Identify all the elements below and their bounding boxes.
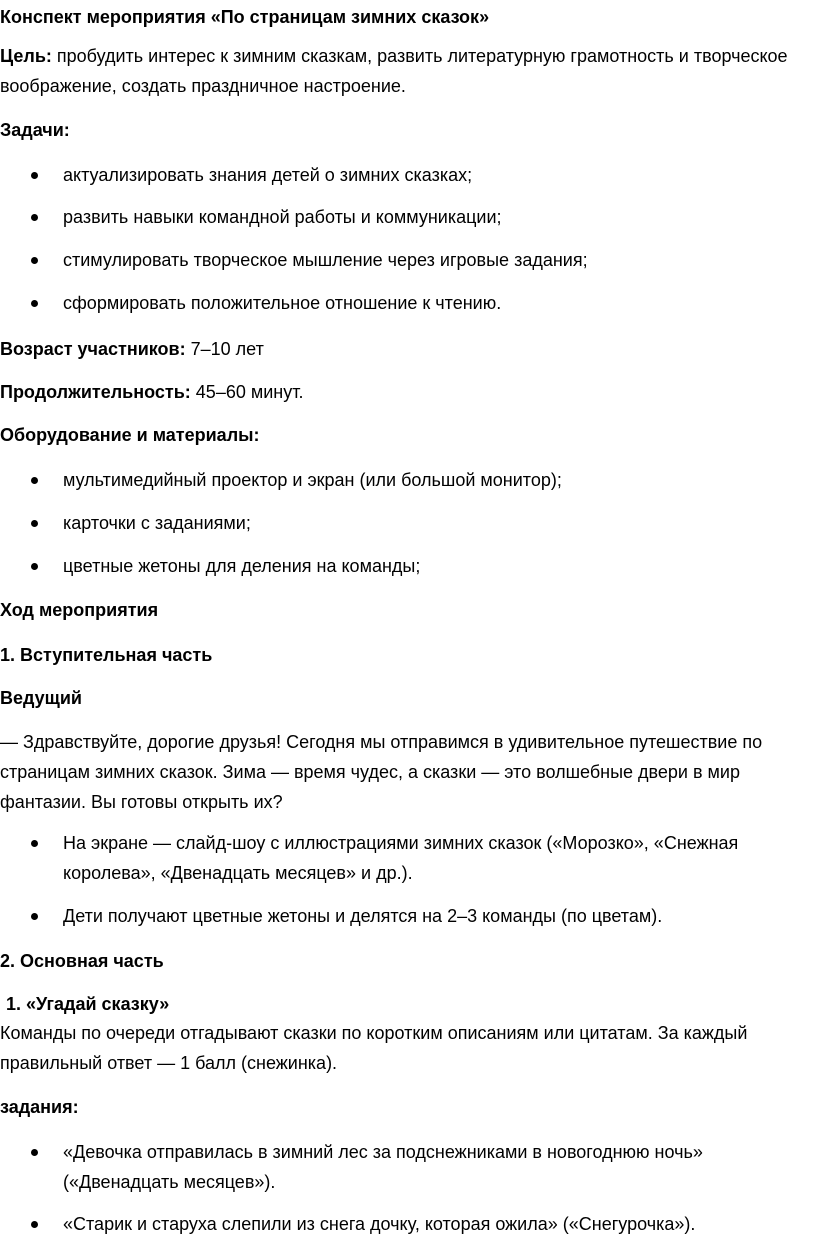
list-item: сформировать положительное отношение к чтению. — [63, 288, 810, 318]
document-title: Конспект мероприятия «По страницам зимних сказок» — [0, 7, 490, 27]
list-item: карточки с заданиями; — [63, 508, 810, 538]
bullet-icon — [31, 477, 38, 484]
list-item: актуализировать знания детей о зимних сказках; — [63, 160, 810, 190]
age-label: Возраст участников: — [0, 339, 186, 359]
list-item: мультимедийный проектор и экран (или большой монитор); — [63, 465, 810, 495]
bullet-icon — [31, 1221, 38, 1228]
goal-label: Цель: — [0, 46, 52, 66]
game1-heading: 1. «Угадай сказку» — [6, 994, 170, 1014]
host-speech: — Здравствуйте, дорогие друзья! Сегодня мы отправимся в удивительное путешествие по страницам зимних сказок. Зима — время чудес, а сказки — это волшебные двери в мир фантазии. Вы готовы открыть их? — [0, 732, 763, 812]
age-text: 7–10 лет — [190, 339, 264, 359]
equipment-label: Оборудование и материалы: — [0, 425, 260, 445]
duration-text: 45–60 минут. — [195, 382, 304, 402]
list-item: На экране — слайд-шоу с иллюстрациями зимних сказок («Морозко», «Снежная королева», «Двенадцать месяцев» и др.). — [63, 828, 810, 888]
duration-paragraph — [0, 377, 810, 407]
host-label: Ведущий — [0, 688, 82, 708]
bullet-icon — [31, 1149, 38, 1156]
list-item: Дети получают цветные жетоны и делятся на 2–3 команды (по цветам). — [63, 901, 810, 931]
list-item: цветные жетоны для деления на команды; — [63, 551, 810, 581]
bullet-icon — [31, 214, 38, 221]
tasks-label: Задачи: — [0, 120, 70, 140]
intro-heading: 1. Вступительная часть — [0, 645, 213, 665]
bullet-icon — [31, 563, 38, 570]
list-item: «Девочка отправилась в зимний лес за подснежниками в новогоднюю ночь» («Двенадцать месяцев»). — [63, 1137, 810, 1197]
list-item: стимулировать творческое мышление через игровые задания; — [63, 245, 810, 275]
goal-text: пробудить интерес к зимним сказкам, развить литературную грамотность и творческое воображение, создать праздничное настроение. — [0, 46, 788, 96]
duration-label: Продолжительность: — [0, 382, 191, 402]
goal-paragraph — [0, 41, 810, 101]
tasks-sub-label: задания: — [0, 1097, 79, 1117]
bullet-icon — [31, 913, 38, 920]
list-item: «Старик и старуха слепили из снега дочку, которая ожила» («Снегурочка»). — [63, 1209, 810, 1239]
bullet-icon — [31, 257, 38, 264]
bullet-icon — [31, 300, 38, 307]
bullet-icon — [31, 840, 38, 847]
game1-text: Команды по очереди отгадывают сказки по коротким описаниям или цитатам. За каждый правильный ответ — 1 балл (снежинка). — [0, 1023, 748, 1073]
age-paragraph — [0, 334, 810, 364]
flow-heading: Ход мероприятия — [0, 600, 159, 620]
list-item: развить навыки командной работы и коммуникации; — [63, 202, 810, 232]
bullet-icon — [31, 520, 38, 527]
bullet-icon — [31, 172, 38, 179]
main-heading: 2. Основная часть — [0, 951, 164, 971]
